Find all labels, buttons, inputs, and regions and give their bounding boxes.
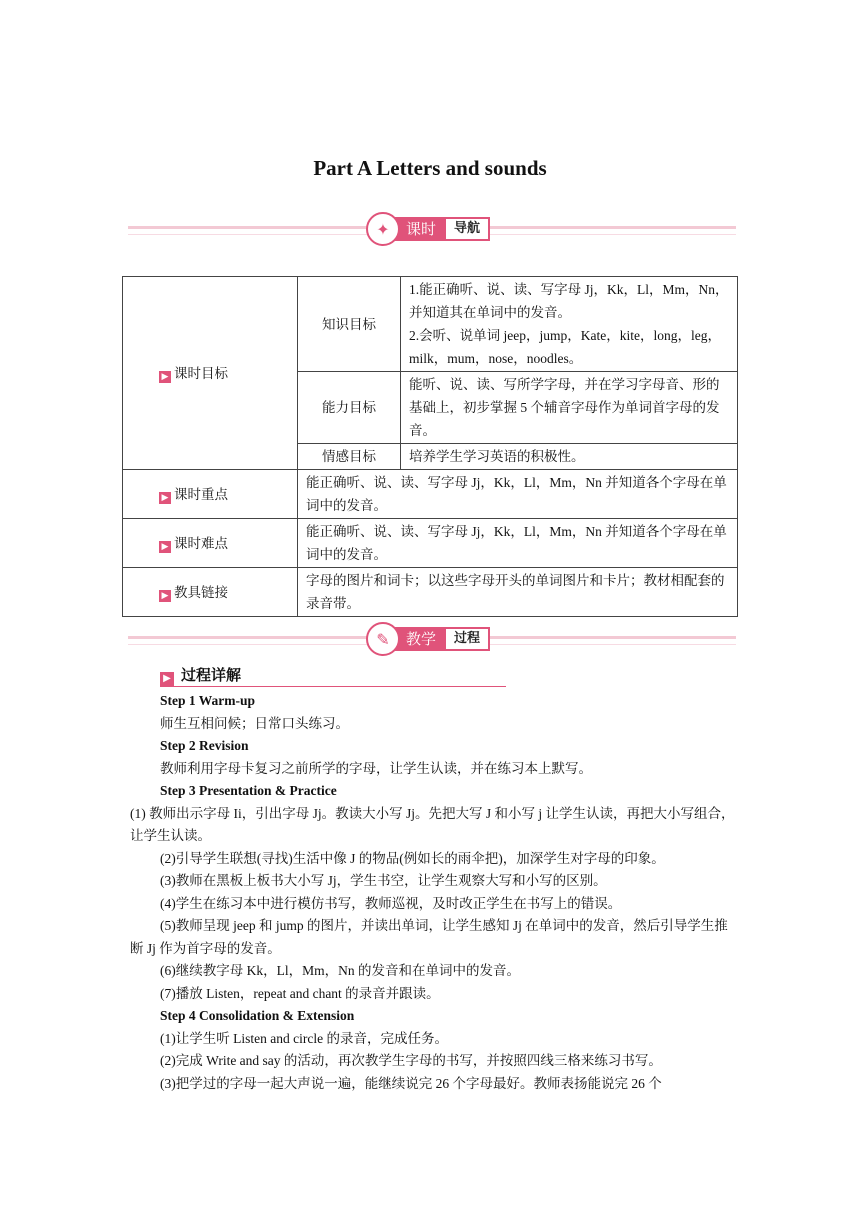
- emotion-text: 培养学生学习英语的积极性。: [401, 444, 738, 470]
- step-text: (2)引导学生联想(寻找)生活中像 J 的物品(例如长的雨伞把)，加深学生对字母的印象。: [160, 850, 665, 866]
- banner-pink-label: 教学: [390, 627, 444, 651]
- step-heading: Step 2 Revision: [160, 738, 249, 753]
- tools-text: 字母的图片和词卡；以这些字母开头的单词图片和卡片；教材相配套的录音带。: [298, 568, 738, 617]
- step-text: (4)学生在练习本中进行模仿书写，教师巡视，及时改正学生在书写上的错误。: [160, 895, 622, 911]
- step-text: (7)播放 Listen，repeat and chant 的录音并跟读。: [160, 985, 440, 1001]
- arrow-icon: ▶: [159, 541, 171, 553]
- arrow-icon: ▶: [159, 371, 171, 383]
- step-text: (3)教师在黑板上板书大小写 Jj，学生书空，让学生观察大写和小写的区别。: [160, 873, 607, 888]
- step-heading: Step 4 Consolidation & Extension: [160, 1008, 355, 1023]
- ability-text: 能听、说、读、写所学字母，并在学习字母音、形的基础上，初步掌握 5 个辅音字母作为单词首字母的发音。: [401, 372, 738, 444]
- banner-white-label: 过程: [444, 627, 490, 651]
- process-body: [130, 690, 738, 1095]
- goals-label-cell: ▶ 课时目标: [123, 277, 298, 470]
- knowledge-text: 1.能正确听、说、读、写字母 Jj，Kk，Ll，Mm，Nn，并知道其在单词中的发音。 2.会听、说单词 jeep，jump，Kate，kite，long，leg，milk，mum，nose，noodles。: [401, 277, 738, 372]
- step-text: 师生互相问候；日常口头练习。: [160, 715, 349, 731]
- step-text: (6)继续教字母 Kk，Ll，Mm，Nn 的发音和在单词中的发音。: [160, 963, 520, 978]
- step-text: (3)把学过的字母一起大声说一遍，能继续说完 26 个字母最好。教师表扬能说完 26 个: [160, 1075, 662, 1091]
- tools-label-cell: ▶ 教具链接: [123, 568, 298, 617]
- pencil-icon: ✎: [366, 622, 400, 656]
- step-heading: Step 3 Presentation & Practice: [160, 783, 337, 798]
- arrow-icon: ▶: [160, 672, 174, 686]
- banner-lesson-guide: [128, 216, 736, 246]
- banner-pink-label: 课时: [390, 217, 444, 241]
- section-heading: ▶ 过程详解: [160, 664, 506, 687]
- step-heading: Step 1 Warm-up: [160, 693, 256, 708]
- step-text: 教师利用字母卡复习之前所学的字母，让学生认读，并在练习本上默写。: [160, 760, 592, 776]
- knowledge-label: 知识目标: [298, 277, 401, 372]
- step-text: (5)教师呈现 jeep 和 jump 的图片，并读出单词，让学生感知 Jj 在单词中的发音，然后引导学生推断 Jj 作为首字母的发音。: [130, 918, 728, 956]
- compass-icon: ✦: [366, 212, 400, 246]
- banner-white-label: 导航: [444, 217, 490, 241]
- key-text: 能正确听、说、读、写字母 Jj，Kk，Ll，Mm，Nn 并知道各个字母在单词中的发音。: [298, 470, 738, 519]
- ability-label: 能力目标: [298, 372, 401, 444]
- arrow-icon: ▶: [159, 492, 171, 504]
- step-text: (1)让学生听 Listen and circle 的录音，完成任务。: [160, 1030, 448, 1046]
- banner-teaching-process: [128, 626, 736, 656]
- lesson-goals-table: [122, 276, 738, 617]
- difficult-label-cell: ▶ 课时难点: [123, 519, 298, 568]
- step-text: (2)完成 Write and say 的活动，再次教学生字母的书写，并按照四线三格来练习书写。: [160, 1053, 662, 1068]
- difficult-text: 能正确听、说、读、写字母 Jj，Kk，Ll，Mm，Nn 并知道各个字母在单词中的发音。: [298, 519, 738, 568]
- key-label-cell: ▶ 课时重点: [123, 470, 298, 519]
- step-text: (1) 教师出示字母 Ii，引出字母 Jj。教读大小写 Jj。先把大写 J 和小写 j 让学生认读，再把大小写组合，让学生认读。: [130, 805, 735, 843]
- emotion-label: 情感目标: [298, 444, 401, 470]
- page-title: Part A Letters and sounds: [313, 156, 547, 180]
- arrow-icon: ▶: [159, 590, 171, 602]
